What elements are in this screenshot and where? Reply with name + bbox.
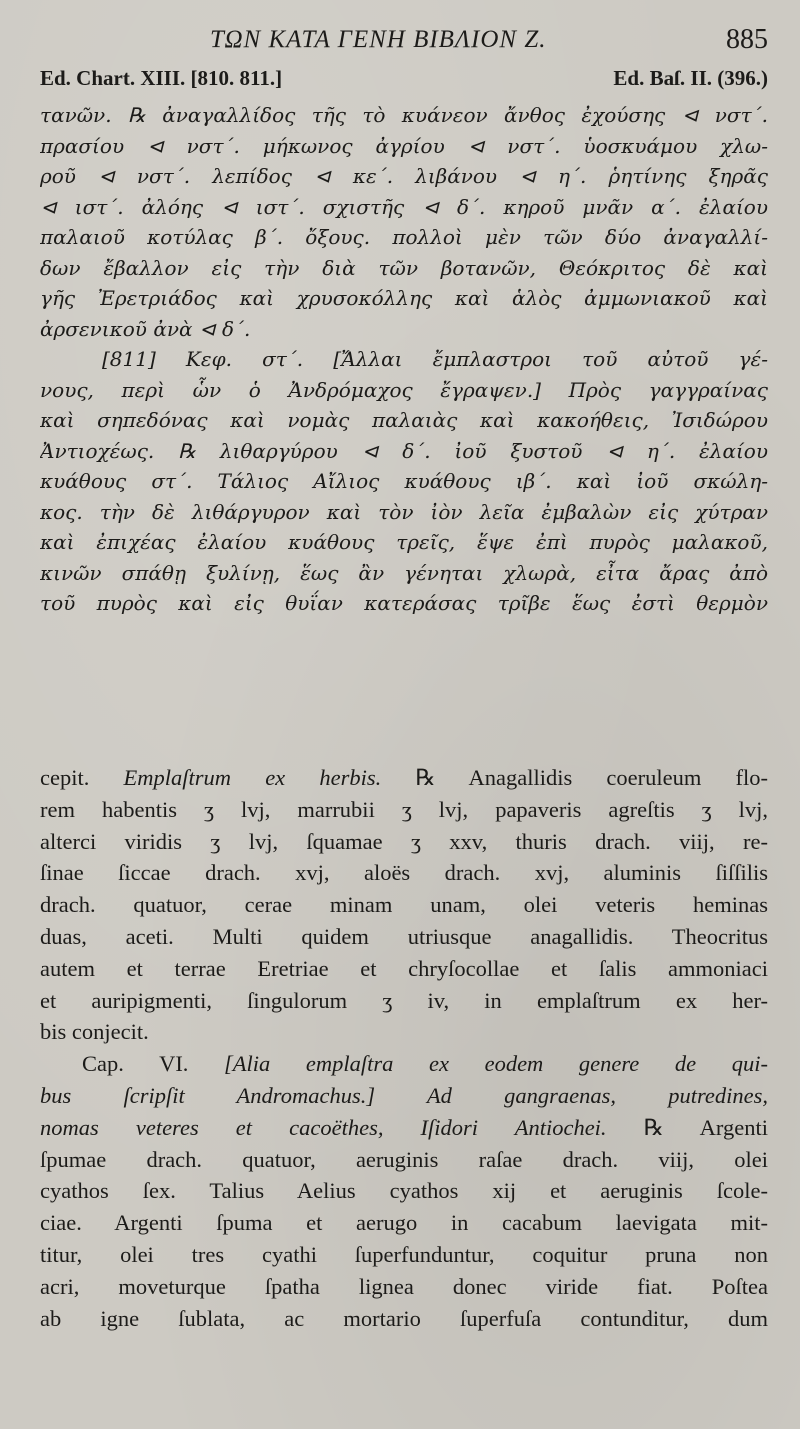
latin-text-line: acri, moveturque ſpatha lignea donec viride fiat. Poſtea	[40, 1273, 768, 1299]
greek-text-line: δων ἔβαλλον εἰς τὴν διὰ τῶν βοτανῶν, Θεόκριτος δὲ καὶ	[40, 255, 768, 280]
greek-text-line: Ἀντιοχέως. ℞ λιθαργύρου ⊲ δ΄. ἰοῦ ξυστοῦ ⊲ η΄. ἐλαίου	[40, 438, 768, 463]
edition-basel-ref: Ed. Baſ. II. (396.)	[613, 66, 768, 90]
greek-text-line: κος. τὴν δὲ λιθάργυρον καὶ τὸν ἰὸν λεῖα ἐμβαλὼν εἰς χύτραν	[40, 499, 768, 524]
edition-references	[40, 66, 768, 100]
latin-text-segment: ℞ Argenti	[606, 1114, 768, 1140]
edition-chartier-ref: Ed. Chart. XIII. [810. 811.]	[40, 66, 283, 90]
latin-chapter-title: bus ſcripſit Andromachus.]	[40, 1082, 376, 1108]
greek-text-line: νους, περὶ ὧν ὁ Ἀνδρόμαχος ἔγραψεν.] Πρὸς γαγγραίνας	[40, 377, 768, 402]
latin-text-segment: cepit.	[40, 765, 124, 790]
greek-text-line: τανῶν. ℞ ἀναγαλλίδος τῆς τὸ κυάνεον ἄνθος ἐχούσης ⊲ νστ΄.	[40, 103, 768, 127]
greek-text-block	[40, 100, 768, 619]
latin-italic-title: nomas veteres et cacoëthes, Iſidori Antiochei.	[40, 1114, 607, 1140]
greek-text-line: γῆς Ἐρετριάδος καὶ χρυσοκόλλης καὶ ἁλὸς ἀμμωνιακοῦ καὶ	[40, 286, 768, 310]
greek-text-line: παλαιοῦ κοτύλας β΄. ὄξους. πολλοὶ μὲν τῶν δύο ἀναγαλλί-	[40, 225, 768, 249]
latin-text-line: et auripigmenti, ſingulorum ʒ iv, in emplaſtrum ex her-	[40, 987, 768, 1013]
latin-text-line: ab igne ſublata, ac mortario ſuperfuſa contunditur, dum	[40, 1305, 768, 1331]
latin-text-line: bis conjecit.	[40, 1019, 149, 1045]
page-number: 885	[726, 24, 768, 55]
greek-text-line: κυάθους στ΄. Τάλιος Αἴλιος κυάθους ιβ΄. καὶ ἰοῦ σκώλη-	[40, 469, 768, 493]
latin-text-line: duas, aceti. Multi quidem utriusque anagallidis. Theocritus	[40, 923, 768, 949]
latin-text-line: rem habentis ʒ lvj, marrubii ʒ lvj, papaveris agreſtis ʒ lvj,	[40, 796, 768, 822]
latin-text-segment: ℞ Anagallidis coeruleum flo-	[381, 765, 768, 790]
greek-text-line: κινῶν σπάθῃ ξυλίνῃ, ἕως ἂν γένηται χλωρὰ, εἶτα ἄρας ἀπὸ	[40, 560, 768, 585]
latin-text-block	[40, 762, 768, 1334]
latin-text-line: titur, olei tres cyathi ſuperfunduntur, coquitur pruna non	[40, 1241, 768, 1267]
greek-text-line: ροῦ ⊲ νστ΄. λεπίδος ⊲ κε΄. λιβάνου ⊲ η΄. ῥητίνης ξηρᾶς	[40, 164, 768, 188]
greek-text-line: καὶ σηπεδόνας καὶ νομὰς παλαιὰς καὶ κακοήθεις, Ἰσιδώρου	[40, 408, 768, 432]
latin-chapter-title: [Alia emplaſtra ex eodem genere de qui-	[224, 1051, 768, 1077]
latin-text-line: drach. quatuor, cerae minam unam, olei veteris heminas	[40, 892, 768, 918]
latin-text-line: alterci viridis ʒ lvj, ſquamae ʒ xxv, thuris drach. viij, re-	[40, 828, 768, 854]
running-head	[0, 20, 800, 60]
latin-italic-title: Ad gangraenas, putredines,	[375, 1082, 768, 1108]
greek-text-line: καὶ ἐπιχέας ἐλαίου κυάθους τρεῖς, ἕψε ἐπὶ πυρὸς μαλακοῦ,	[40, 530, 768, 554]
latin-text-line: ciae. Argenti ſpuma et aerugo in cacabum laevigata mit-	[40, 1210, 768, 1236]
latin-text-line	[40, 1080, 768, 1112]
latin-italic-title: Emplaſtrum ex herbis.	[123, 765, 382, 790]
greek-text-line: πρασίου ⊲ νστ΄. μήκωνος ἀγρίου ⊲ νστ΄. ὑοσκυάμου χλω-	[40, 133, 768, 158]
greek-chapter-heading-line: [811] Κεφ. στ΄. [Ἄλλαι ἔμπλαστροι τοῦ αὐτοῦ γέ-	[102, 347, 768, 371]
latin-text-line: cyathos ſex. Talius Aelius cyathos xij et aeruginis ſcole-	[40, 1178, 768, 1204]
latin-text-line: autem et terrae Eretriae et chryſocollae et ſalis ammoniaci	[40, 955, 768, 981]
latin-text-line	[40, 762, 768, 794]
greek-text-line: τοῦ πυρὸς καὶ εἰς θυΐαν κατεράσας τρῖβε ἕως ἐστὶ θερμὸν	[40, 591, 768, 615]
greek-text-line: ἀρσενικοῦ ἀνὰ ⊲ δ΄.	[40, 316, 251, 341]
latin-text-line: ſinae ſiccae drach. xvj, aloës drach. xvj, aluminis ſiſſilis	[40, 860, 768, 886]
latin-text-line	[40, 1112, 768, 1144]
latin-chapter-label: Cap. VI.	[82, 1051, 225, 1077]
running-title: ΤΩΝ ΚΑΤΑ ΓΕΝΗ ΒΙΒΛΙΟΝ Ζ.	[210, 26, 547, 53]
latin-chapter-heading-line	[40, 1048, 768, 1080]
greek-text-line: ⊲ ιστ΄. ἀλόης ⊲ ιστ΄. σχιστῆς ⊲ δ΄. κηροῦ μνᾶν α΄. ἐλαίου	[40, 194, 768, 219]
latin-text-line: ſpumae drach. quatuor, aeruginis raſae drach. viij, olei	[40, 1146, 768, 1172]
